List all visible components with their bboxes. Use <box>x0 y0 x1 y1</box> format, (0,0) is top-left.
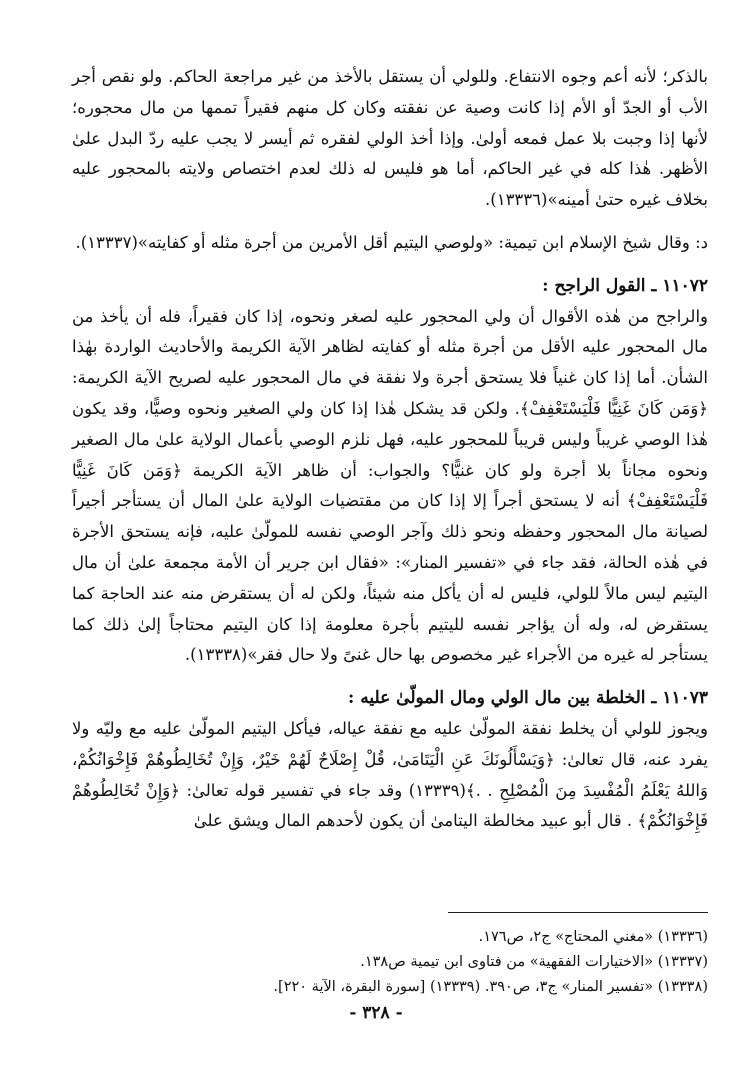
paragraph: والراجح من هٰذه الأقوال أن ولي المحجور عليه لصغر ونحوه، إذا كان فقيراً، فله أن يأخذ من مال المحجور عليه الأقل من أجرة مثله أو كفايته لظاهر الآية الكريمة والأحاديث الواردة بهٰذا الشأن. أما إذا كان غنياً فلا يستحق أجرة ولا نفقة في مال المحجور عليه لصريح الآية الكريمة: ﴿وَمَن كَانَ غَنِيًّا فَلْيَسْتَعْفِفْ﴾. ولكن قد يشكل هٰذا إذا كان ولي الصغير ونحوه وصيًّا، وقد يكون هٰذا الوصي غريباً وليس قريباً للمحجور عليه، فهل نلزم الوصي بأعمال الولاية علىٰ مال الصغير ونحوه مجاناً بلا أجرة ولو كان غنيًّا؟ والجواب: أن ظاهر الآية الكريمة ﴿وَمَن كَانَ غَنِيًّا فَلْيَسْتَعْفِفْ﴾ أنه لا يستحق أجراً إلا إذا كان من مقتضيات الولاية علىٰ المال أن يستأجر أجيراً لصيانة مال المحجور وحفظه ونحو ذلك وآجر الوصي نفسه للمولّىٰ عليه، فإنه يستحق الأجرة في هٰذه الحالة، فقد جاء في «تفسير المنار»: «فقال ابن جرير أن الأمة مجمعة علىٰ أن مال اليتيم ليس مالاً للولي، فليس له أن يأكل منه شيئاً، ولكن له أن يستقرض منه عند الحاجة كما يستقرض له، وله أن يؤاجر نفسه لليتيم بأجرة معلومة إذا كان اليتيم محتاجاً إلىٰ ذلك كما يستأجر له غيره من الأجراء غير مخصوص بها حال غنىً ولا حال فقر»(١٣٣٣٨). <box>72 306 708 665</box>
footnote: (١٣٣٣٦) «مغني المحتاج» ج٢، ص١٧٦. <box>478 929 708 945</box>
footnote-divider <box>448 912 708 913</box>
section-heading: ١١٠٧٢ ـ القول الراجح : <box>542 275 708 296</box>
footnotes <box>72 912 708 1000</box>
paragraph: د: وقال شيخ الإسلام ابن تيمية: «ولوصي اليتيم أقل الأمرين من أجرة مثله أو كفايته»(١٣٣٣٧). <box>75 232 708 252</box>
page-number: - ٣٢٨ - <box>349 1003 403 1023</box>
footnote: (١٣٣٣٧) «الاختيارات الفقهية» من فتاوى ابن تيمية ص١٣٨. <box>360 954 708 970</box>
footnote: (١٣٣٣٨) «تفسير المنار» ج٣، ص٣٩٠. (١٣٣٣٩) [سورة البقرة، الآية ٢٢٠]. <box>273 979 708 995</box>
page-body <box>72 62 708 837</box>
paragraph: بالذكر؛ لأنه أعم وجوه الانتفاع. وللولي أن يستقل بالأخذ من غير مراجعة الحاكم. ولو نقص أجر الأب أو الجدّ أو الأم إذا كانت وصية عن نفقته وكان كل منهم فقيراً تممها من مال محجوره؛ لأنها إذا وجبت بلا عمل فمعه أولىٰ. وإذا أخذ الولي لفقره ثم أيسر لا يجب عليه ردّ البدل علىٰ الأظهر. هٰذا كله في غير الحاكم، أما هو فليس له ذلك لعدم اختصاص ولايته بالمحجور عليه بخلاف غيره حتىٰ أمينه»(١٣٣٣٦). <box>72 67 708 210</box>
paragraph: ويجوز للولي أن يخلط نفقة المولّىٰ عليه مع نفقة عياله، فيأكل اليتيم المولّىٰ عليه مع وليّه ولا يفرد عنه، قال تعالىٰ: ﴿وَيَسْأَلُونَكَ عَنِ الْيَتَامَىٰ، قُلْ إِصْلَاحٌ لَهُمْ خَيْرٌ، وَإِنْ تُخَالِطُوهُمْ فَإِخْوَانُكُمْ، وَاللهُ يَعْلَمُ الْمُفْسِدَ مِنَ الْمُصْلِحِ . .﴾(١٣٣٣٩) وقد جاء في تفسير قوله تعالىٰ: ﴿وَإِنْ تُخَالِطُوهُمْ فَإِخْوَانُكُمْ﴾ . قال أبو عبيد مخالطة اليتامىٰ أن يكون لأحدهم المال ويشق علىٰ <box>72 718 708 831</box>
section-heading: ١١٠٧٣ ـ الخلطة بين مال الولي ومال المولّىٰ عليه : <box>348 688 708 709</box>
